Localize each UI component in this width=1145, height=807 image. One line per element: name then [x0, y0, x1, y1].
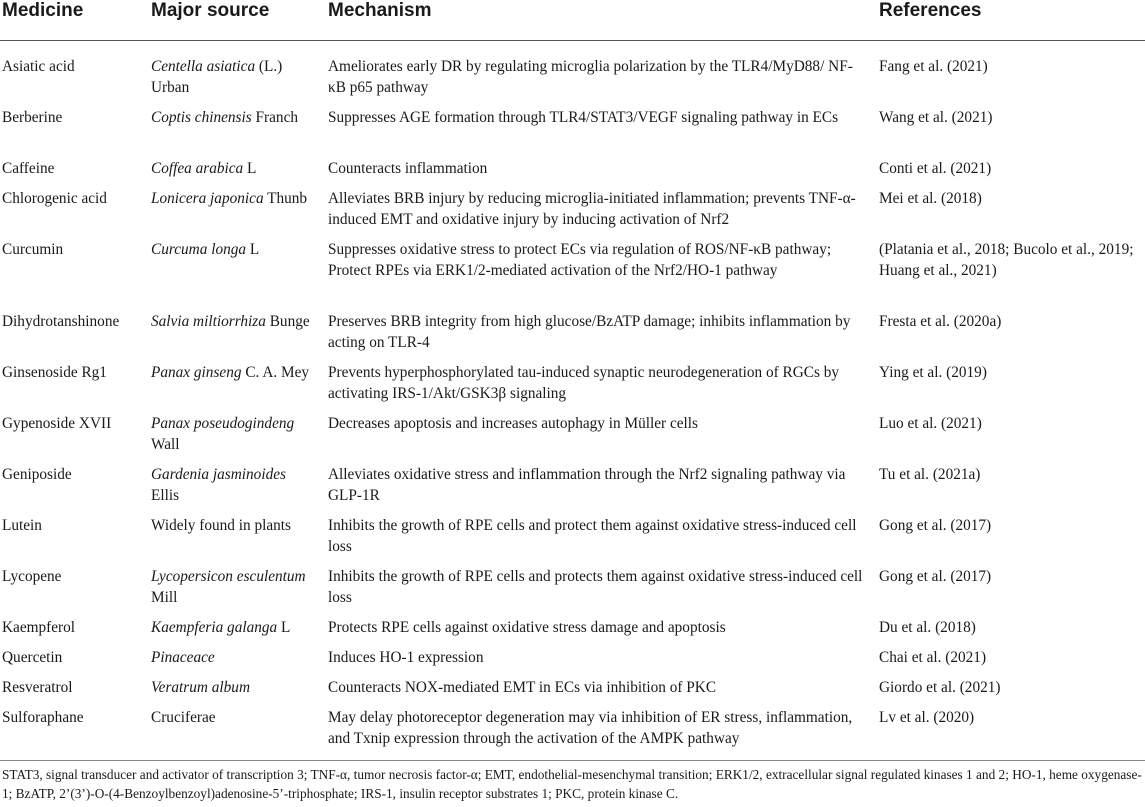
table-row [0, 239, 1145, 311]
reference-cell: Luo et al. (2021) [879, 414, 982, 432]
source-species: Coffea arabica [151, 159, 244, 177]
header-mechanism: Mechanism [316, 0, 867, 41]
reference-cell: Chai et al. (2021) [879, 648, 987, 666]
medicine-cell: Lycopene [2, 567, 62, 585]
table-footnote: STAT3, signal transducer and activator of transcription 3; TNF-α, tumor necrosis factor-α; EMT, endothelial-mesenchymal transition; ERK1/2, extracellular signal regulated kinases 1 and 2; HO-1, heme oxygenase-1; BzATP, 2’(3’)-O-(4-Benzoylbenzoyl)adenosine-5’-triphosphate; IRS-1, insulin receptor substrates 1; PKC, protein kinase C. [2, 767, 1142, 801]
reference-cell: Gong et al. (2017) [879, 567, 992, 585]
source-authority: Thunb [263, 189, 308, 207]
reference-cell: Giordo et al. (2021) [879, 678, 1001, 696]
medicine-cell: Geniposide [2, 465, 72, 483]
source-cell [139, 239, 316, 311]
mechanism-cell: Protects RPE cells against oxidative stress damage and apoptosis [328, 618, 726, 636]
source-species: Kaempferia galanga [151, 618, 278, 636]
table-row [0, 311, 1145, 362]
mechanism-cell: May delay photoreceptor degeneration may via inhibition of ER stress, inflammation, and Txnip expression through the activation of the AMPK pathway [328, 708, 853, 747]
mechanism-cell: Alleviates BRB injury by reducing microglia-initiated inflammation; prevents TNF-α-induced EMT and oxidative injury by inducing activation of Nrf2 [328, 189, 856, 228]
mechanism-cell: Inhibits the growth of RPE cells and protects them against oxidative stress-induced cell loss [328, 567, 863, 606]
source-cell [139, 413, 316, 464]
table-row [0, 515, 1145, 566]
reference-cell: Tu et al. (2021a) [879, 465, 981, 483]
medicine-cell: Sulforaphane [2, 708, 84, 726]
table-row [0, 647, 1145, 677]
mechanism-cell: Suppresses AGE formation through TLR4/STAT3/VEGF signaling pathway in ECs [328, 108, 839, 126]
mechanism-cell: Ameliorates early DR by regulating microglia polarization by the TLR4/MyD88/ NF-κB p65 pathway [328, 58, 853, 96]
table-row [0, 566, 1145, 617]
source-species: Lonicera japonica [151, 189, 264, 207]
table-row [0, 107, 1145, 158]
mechanism-cell: Decreases apoptosis and increases autophagy in Müller cells [328, 414, 698, 432]
medicine-cell: Quercetin [2, 648, 63, 666]
header-major-source: Major source [139, 0, 316, 41]
source-species: Salvia miltiorrhiza [151, 312, 266, 330]
source-cell [139, 158, 316, 188]
source-species: Panax ginseng [151, 363, 242, 381]
reference-cell: Fang et al. (2021) [879, 58, 988, 75]
mechanism-cell: Counteracts inflammation [328, 159, 488, 177]
source-authority: Cruciferae [151, 708, 216, 726]
medicine-cell: Asiatic acid [2, 58, 75, 75]
reference-cell: Wang et al. (2021) [879, 108, 993, 126]
medicine-cell: Berberine [2, 108, 63, 126]
source-cell [139, 311, 316, 362]
reference-cell: Fresta et al. (2020a) [879, 312, 1002, 330]
mechanism-cell: Suppresses oxidative stress to protect ECs via regulation of ROS/NF-κB pathway; Protect RPEs via ERK1/2-mediated activation of the Nrf2/HO-1 pathway [328, 240, 832, 279]
table-header-row [0, 0, 1145, 41]
source-authority: C. A. Mey [241, 363, 310, 381]
source-authority: Franch [251, 108, 299, 126]
source-cell [139, 41, 316, 107]
table-row [0, 677, 1145, 707]
source-cell [139, 566, 316, 617]
source-authority: Widely found in plants [151, 516, 292, 534]
table-row [0, 362, 1145, 413]
source-cell [139, 188, 316, 239]
mechanism-cell: Counteracts NOX-mediated EMT in ECs via inhibition of PKC [328, 678, 717, 696]
medicine-cell: Lutein [2, 516, 42, 534]
table-row [0, 617, 1145, 647]
source-species: Curcuma longa [151, 240, 247, 258]
mechanism-cell: Alleviates oxidative stress and inflammation through the Nrf2 signaling pathway via GLP-1R [328, 465, 846, 504]
table-row [0, 158, 1145, 188]
source-authority: Ellis [151, 486, 180, 504]
reference-cell: Lv et al. (2020) [879, 708, 975, 726]
reference-cell: Ying et al. (2019) [879, 363, 987, 381]
source-authority: (L.) Urban [151, 58, 283, 96]
medicine-cell: Resveratrol [2, 678, 73, 696]
mechanism-cell: Prevents hyperphosphorylated tau-induced synaptic neurodegeneration of RGCs by activating IRS-1/Akt/GSK3β signaling [328, 363, 840, 402]
source-authority: L [243, 159, 257, 177]
medicine-cell: Dihydrotanshinone [2, 312, 120, 330]
reference-cell: (Platania et al., 2018; Bucolo et al., 2019; Huang et al., 2021) [879, 240, 1134, 279]
source-species: Centella asiatica [151, 58, 256, 75]
source-cell [139, 107, 316, 158]
source-species: Lycopersicon esculentum [151, 567, 306, 585]
source-species: Coptis chinensis [151, 108, 252, 126]
medicine-cell: Caffeine [2, 159, 55, 177]
source-species: Veratrum album [151, 678, 251, 696]
source-authority: Wall [151, 435, 180, 453]
medicine-cell: Chlorogenic acid [2, 189, 107, 207]
reference-cell: Du et al. (2018) [879, 618, 976, 636]
header-medicine: Medicine [0, 0, 139, 41]
source-species: Pinaceace [151, 648, 215, 666]
mechanism-cell: Induces HO-1 expression [328, 648, 484, 666]
reference-cell: Mei et al. (2018) [879, 189, 982, 207]
table-bottom-rule [0, 760, 1145, 761]
source-cell [139, 647, 316, 677]
header-references: References [867, 0, 1145, 41]
source-cell [139, 617, 316, 647]
source-species: Panax poseudogindeng [151, 414, 295, 432]
source-authority: Mill [151, 588, 178, 606]
table-row [0, 41, 1145, 107]
source-species: Gardenia jasminoides [151, 465, 286, 483]
source-cell [139, 677, 316, 707]
source-authority: L [246, 240, 260, 258]
source-cell [139, 515, 316, 566]
reference-cell: Gong et al. (2017) [879, 516, 992, 534]
medicine-cell: Gypenoside XVII [2, 414, 112, 432]
source-cell [139, 362, 316, 413]
source-authority: Bunge [265, 312, 310, 330]
table-row [0, 464, 1145, 515]
medicine-cell: Kaempferol [2, 618, 76, 636]
source-authority: L [277, 618, 291, 636]
reference-cell: Conti et al. (2021) [879, 159, 992, 177]
source-cell [139, 464, 316, 515]
medicine-cell: Curcumin [2, 240, 64, 258]
medicine-cell: Ginsenoside Rg1 [2, 363, 107, 381]
mechanism-cell: Inhibits the growth of RPE cells and protect them against oxidative stress-induced cell loss [328, 516, 857, 555]
table-row [0, 413, 1145, 464]
mechanism-cell: Preserves BRB integrity from high glucose/BzATP damage; inhibits inflammation by acting on TLR-4 [328, 312, 851, 351]
table-row [0, 188, 1145, 239]
